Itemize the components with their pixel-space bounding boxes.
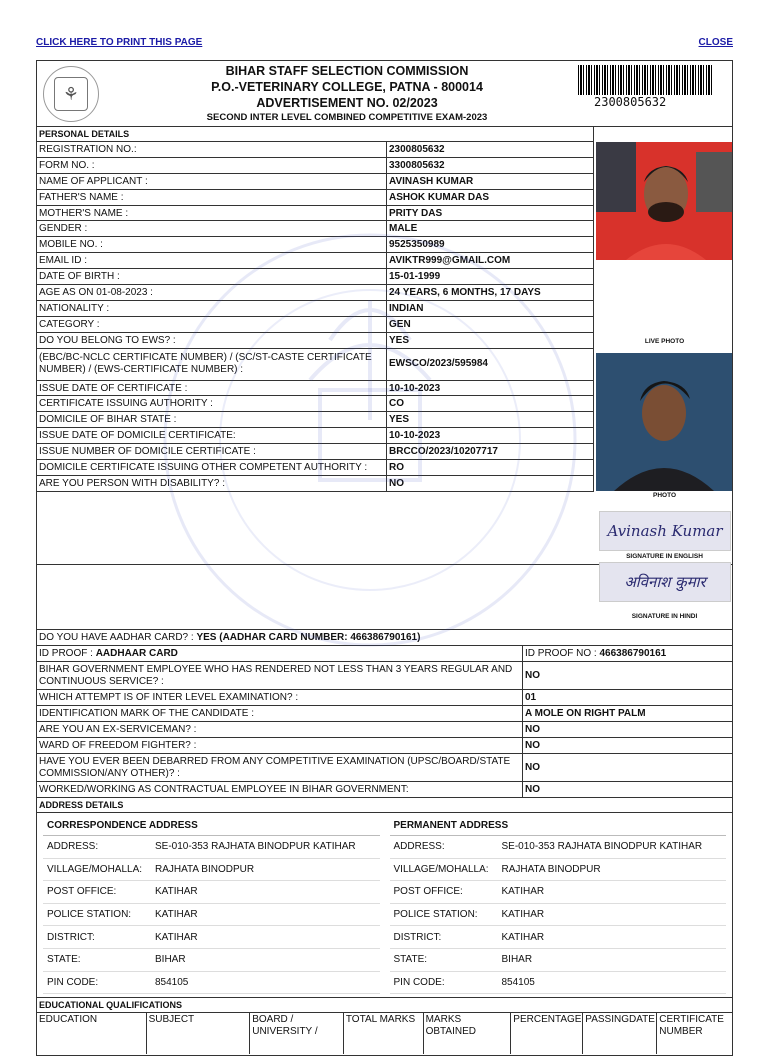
field-label: DOMICILE OF BIHAR STATE :	[37, 412, 387, 427]
address-row	[390, 881, 727, 904]
header-line-2: P.O.-VETERINARY COLLEGE, PATNA - 800014	[211, 80, 483, 94]
field-label: FORM NO. :	[37, 158, 387, 173]
field-label: NAME OF APPLICANT :	[37, 174, 387, 189]
personal-details	[37, 127, 732, 565]
address-value: KATIHAR	[155, 886, 198, 898]
field-label: FATHER'S NAME :	[37, 190, 387, 205]
address-key: DISTRICT:	[47, 931, 95, 943]
address-row	[390, 836, 727, 859]
field-label: NATIONALITY :	[37, 301, 387, 316]
detail-label: HAVE YOU EVER BEEN DEBARRED FROM ANY COMPETITIVE EXAMINATION (UPSC/BOARD/STATE COMMISSION/ANY OTHER)? :	[37, 754, 523, 781]
address-value: KATIHAR	[501, 909, 545, 921]
address-key: DISTRICT:	[393, 931, 442, 943]
id-proof-no-label: ID PROOF NO :	[525, 647, 597, 659]
photo-caption: PHOTO	[653, 492, 676, 499]
detail-label: BIHAR GOVERNMENT EMPLOYEE WHO HAS RENDERED NOT LESS THAN 3 YEARS REGULAR AND CONTINUOUS SERVICE? :	[37, 662, 523, 689]
education-column-header: MARKS OBTAINED	[424, 1013, 512, 1054]
field-value: PRITY DAS	[387, 206, 594, 221]
field-value: RO	[387, 460, 594, 475]
field-value: ASHOK KUMAR DAS	[387, 190, 594, 205]
id-proof-no-value: 466386790161	[599, 647, 667, 659]
field-value: MALE	[387, 221, 594, 236]
personal-row	[37, 142, 594, 158]
field-value: 10-10-2023	[387, 381, 594, 396]
form-header	[37, 61, 732, 127]
address-row	[43, 926, 380, 949]
detail-value: NO	[525, 739, 540, 751]
signature-hindi-caption: SIGNATURE IN HINDI	[631, 613, 698, 620]
aadhar-row	[37, 629, 732, 646]
address-key: ADDRESS:	[393, 841, 445, 853]
address-value: KATIHAR	[155, 931, 198, 943]
detail-value: NO	[525, 783, 540, 795]
field-value: YES	[387, 333, 594, 348]
address-row	[390, 904, 727, 927]
address-value: BIHAR	[501, 954, 533, 966]
detail-row	[37, 754, 732, 782]
personal-row	[37, 221, 594, 237]
personal-row	[37, 349, 594, 381]
field-value: 3300805632	[387, 158, 594, 173]
field-value: 24 YEARS, 6 MONTHS, 17 DAYS	[387, 285, 594, 300]
signature-english: Avinash Kumar	[599, 511, 731, 551]
field-label: CATEGORY :	[37, 317, 387, 332]
personal-row	[37, 301, 594, 317]
detail-value: 01	[525, 691, 537, 703]
address-row	[43, 949, 380, 972]
personal-row	[37, 206, 594, 222]
address-row	[43, 881, 380, 904]
address-row	[43, 972, 380, 995]
permanent-address	[390, 816, 727, 994]
address-value: KATIHAR	[501, 931, 545, 943]
personal-row	[37, 285, 594, 301]
other-details	[37, 662, 732, 798]
field-label: MOTHER'S NAME :	[37, 206, 387, 221]
id-proof-cell	[37, 646, 523, 661]
barcode-number: 2300805632	[594, 95, 667, 109]
personal-row	[37, 444, 594, 460]
address-value: KATIHAR	[155, 909, 198, 921]
detail-value: A MOLE ON RIGHT PALM	[525, 707, 646, 719]
barcode-icon	[578, 65, 714, 95]
address-key: POLICE STATION:	[47, 909, 132, 921]
address-value: 854105	[155, 976, 189, 988]
header-line-3: ADVERTISEMENT NO. 02/2023	[256, 96, 438, 110]
live-photo-image	[596, 142, 732, 260]
top-links	[36, 37, 733, 48]
educational-qualifications	[37, 998, 732, 1055]
field-value: YES	[387, 412, 594, 427]
address-key: POST OFFICE:	[393, 886, 463, 898]
field-label: DATE OF BIRTH :	[37, 269, 387, 284]
aadhar-label: DO YOU HAVE AADHAR CARD? :	[39, 632, 194, 643]
correspondence-title: CORRESPONDENCE ADDRESS	[43, 816, 380, 836]
detail-row	[37, 690, 732, 706]
education-column-header: EDUCATION	[37, 1013, 147, 1054]
personal-row	[37, 460, 594, 476]
field-label: ARE YOU PERSON WITH DISABILITY? :	[37, 476, 387, 491]
education-header	[37, 1013, 732, 1054]
commission-seal-icon: ⚘	[43, 66, 99, 122]
personal-row	[37, 412, 594, 428]
personal-row	[37, 158, 594, 174]
field-value: 15-01-1999	[387, 269, 594, 284]
field-value: GEN	[387, 317, 594, 332]
education-column-header: PERCENTAGE	[511, 1013, 583, 1054]
field-value: CO	[387, 396, 594, 411]
photo	[596, 353, 732, 491]
address-key: VILLAGE/MOHALLA:	[393, 863, 489, 875]
address-row	[43, 836, 380, 859]
personal-row	[37, 396, 594, 412]
print-link[interactable]: CLICK HERE TO PRINT THIS PAGE	[36, 37, 203, 48]
address-key: STATE:	[393, 954, 428, 966]
address-key: STATE:	[47, 954, 81, 966]
personal-row	[37, 190, 594, 206]
signature-hindi: अविनाश कुमार	[599, 562, 731, 602]
field-value: NO	[387, 476, 594, 491]
correspondence-address	[43, 816, 380, 994]
personal-row	[37, 428, 594, 444]
header-line-4: SECOND INTER LEVEL COMBINED COMPETITIVE EXAM-2023	[206, 112, 488, 123]
id-proof-no-cell	[523, 646, 732, 661]
address-value: SE-010-353 RAJHATA BINODPUR KATIHAR	[155, 841, 356, 853]
personal-row	[37, 237, 594, 253]
detail-value: NO	[525, 761, 540, 773]
personal-row	[37, 381, 594, 397]
personal-row	[37, 317, 594, 333]
education-column-header: TOTAL MARKS	[344, 1013, 424, 1054]
address-key: VILLAGE/MOHALLA:	[47, 863, 143, 875]
address-value: 854105	[501, 976, 535, 988]
address-key: PIN CODE:	[393, 976, 445, 988]
address-value: SE-010-353 RAJHATA BINODPUR KATIHAR	[501, 841, 703, 853]
personal-row	[37, 253, 594, 269]
field-value: EWSCO/2023/595984	[387, 349, 594, 380]
detail-row	[37, 738, 732, 754]
field-value: 9525350989	[387, 237, 594, 252]
application-form	[36, 60, 733, 1056]
education-column-header: BOARD / UNIVERSITY /	[250, 1013, 344, 1054]
address-key: ADDRESS:	[47, 841, 99, 853]
live-photo-caption: LIVE PHOTO	[644, 338, 685, 345]
aadhar-value: YES (AADHAR CARD NUMBER: 466386790161)	[196, 632, 421, 643]
address-value: KATIHAR	[501, 886, 545, 898]
field-label: ISSUE DATE OF CERTIFICATE :	[37, 381, 387, 396]
personal-table	[37, 127, 594, 492]
detail-row	[37, 782, 732, 798]
detail-label: IDENTIFICATION MARK OF THE CANDIDATE :	[37, 706, 523, 721]
id-proof-row	[37, 646, 732, 662]
address-key: POST OFFICE:	[47, 886, 117, 898]
detail-label: WARD OF FREEDOM FIGHTER? :	[37, 738, 523, 753]
section-title: PERSONAL DETAILS	[37, 127, 594, 142]
field-value: INDIAN	[387, 301, 594, 316]
field-value: BRCCO/2023/10207717	[387, 444, 594, 459]
address-row	[43, 904, 380, 927]
detail-label: ARE YOU AN EX-SERVICEMAN? :	[37, 722, 523, 737]
personal-row	[37, 174, 594, 190]
field-label: GENDER :	[37, 221, 387, 236]
permanent-title: PERMANENT ADDRESS	[390, 816, 727, 836]
field-value: 10-10-2023	[387, 428, 594, 443]
education-column-header: PASSINGDATE	[583, 1013, 657, 1054]
field-value: 2300805632	[387, 142, 594, 157]
address-row	[390, 949, 727, 972]
field-label: ISSUE NUMBER OF DOMICILE CERTIFICATE :	[37, 444, 387, 459]
address-value: BIHAR	[155, 954, 186, 966]
field-label: AGE AS ON 01-08-2023 :	[37, 285, 387, 300]
personal-row	[37, 269, 594, 285]
detail-value: NO	[525, 669, 540, 681]
close-link[interactable]: CLOSE	[698, 37, 733, 48]
address-row	[390, 926, 727, 949]
field-label: MOBILE NO. :	[37, 237, 387, 252]
signature-english-caption: SIGNATURE IN ENGLISH	[626, 553, 703, 560]
education-section-title: EDUCATIONAL QUALIFICATIONS	[37, 998, 732, 1013]
detail-label: WHICH ATTEMPT IS OF INTER LEVEL EXAMINATION? :	[37, 690, 523, 705]
id-proof-value: AADHAAR CARD	[95, 648, 178, 659]
field-value: AVINASH KUMAR	[387, 174, 594, 189]
detail-row	[37, 706, 732, 722]
address-value: RAJHATA BINODPUR	[501, 863, 601, 875]
personal-row	[37, 333, 594, 349]
detail-value: NO	[525, 723, 540, 735]
address-row	[390, 859, 727, 882]
address-details	[37, 813, 732, 998]
address-row	[43, 859, 380, 882]
detail-label: WORKED/WORKING AS CONTRACTUAL EMPLOYEE IN BIHAR GOVERNMENT:	[37, 782, 523, 797]
field-label: DO YOU BELONG TO EWS? :	[37, 333, 387, 348]
photo-image	[596, 353, 732, 491]
field-label: REGISTRATION NO.:	[37, 142, 387, 157]
personal-row	[37, 476, 594, 492]
id-proof-label: ID PROOF :	[39, 648, 93, 659]
aadhar-cell	[37, 630, 732, 645]
detail-row	[37, 722, 732, 738]
header-title	[187, 63, 507, 125]
field-value: AVIKTR999@GMAIL.COM	[387, 253, 594, 268]
field-label: EMAIL ID :	[37, 253, 387, 268]
education-column-header: CERTIFICATE NUMBER	[659, 1014, 724, 1038]
live-photo	[596, 142, 732, 260]
address-section-title: ADDRESS DETAILS	[37, 798, 732, 813]
address-key: PIN CODE:	[47, 976, 99, 988]
field-label: DOMICILE CERTIFICATE ISSUING OTHER COMPETENT AUTHORITY :	[37, 460, 387, 475]
header-line-1: BIHAR STAFF SELECTION COMMISSION	[225, 64, 469, 78]
address-row	[390, 972, 727, 995]
field-label: (EBC/BC-NCLC CERTIFICATE NUMBER) / (SC/ST-CASTE CERTIFICATE NUMBER) / (EWS-CERTIFICATE NUMBER) :	[37, 349, 387, 380]
field-label: ISSUE DATE OF DOMICILE CERTIFICATE:	[37, 428, 387, 443]
hindi-signature-area	[37, 565, 732, 629]
address-value: RAJHATA BINODPUR	[155, 863, 255, 875]
detail-row	[37, 662, 732, 690]
field-label: CERTIFICATE ISSUING AUTHORITY :	[37, 396, 387, 411]
education-column-header: SUBJECT	[147, 1013, 251, 1054]
address-key: POLICE STATION:	[393, 909, 478, 921]
